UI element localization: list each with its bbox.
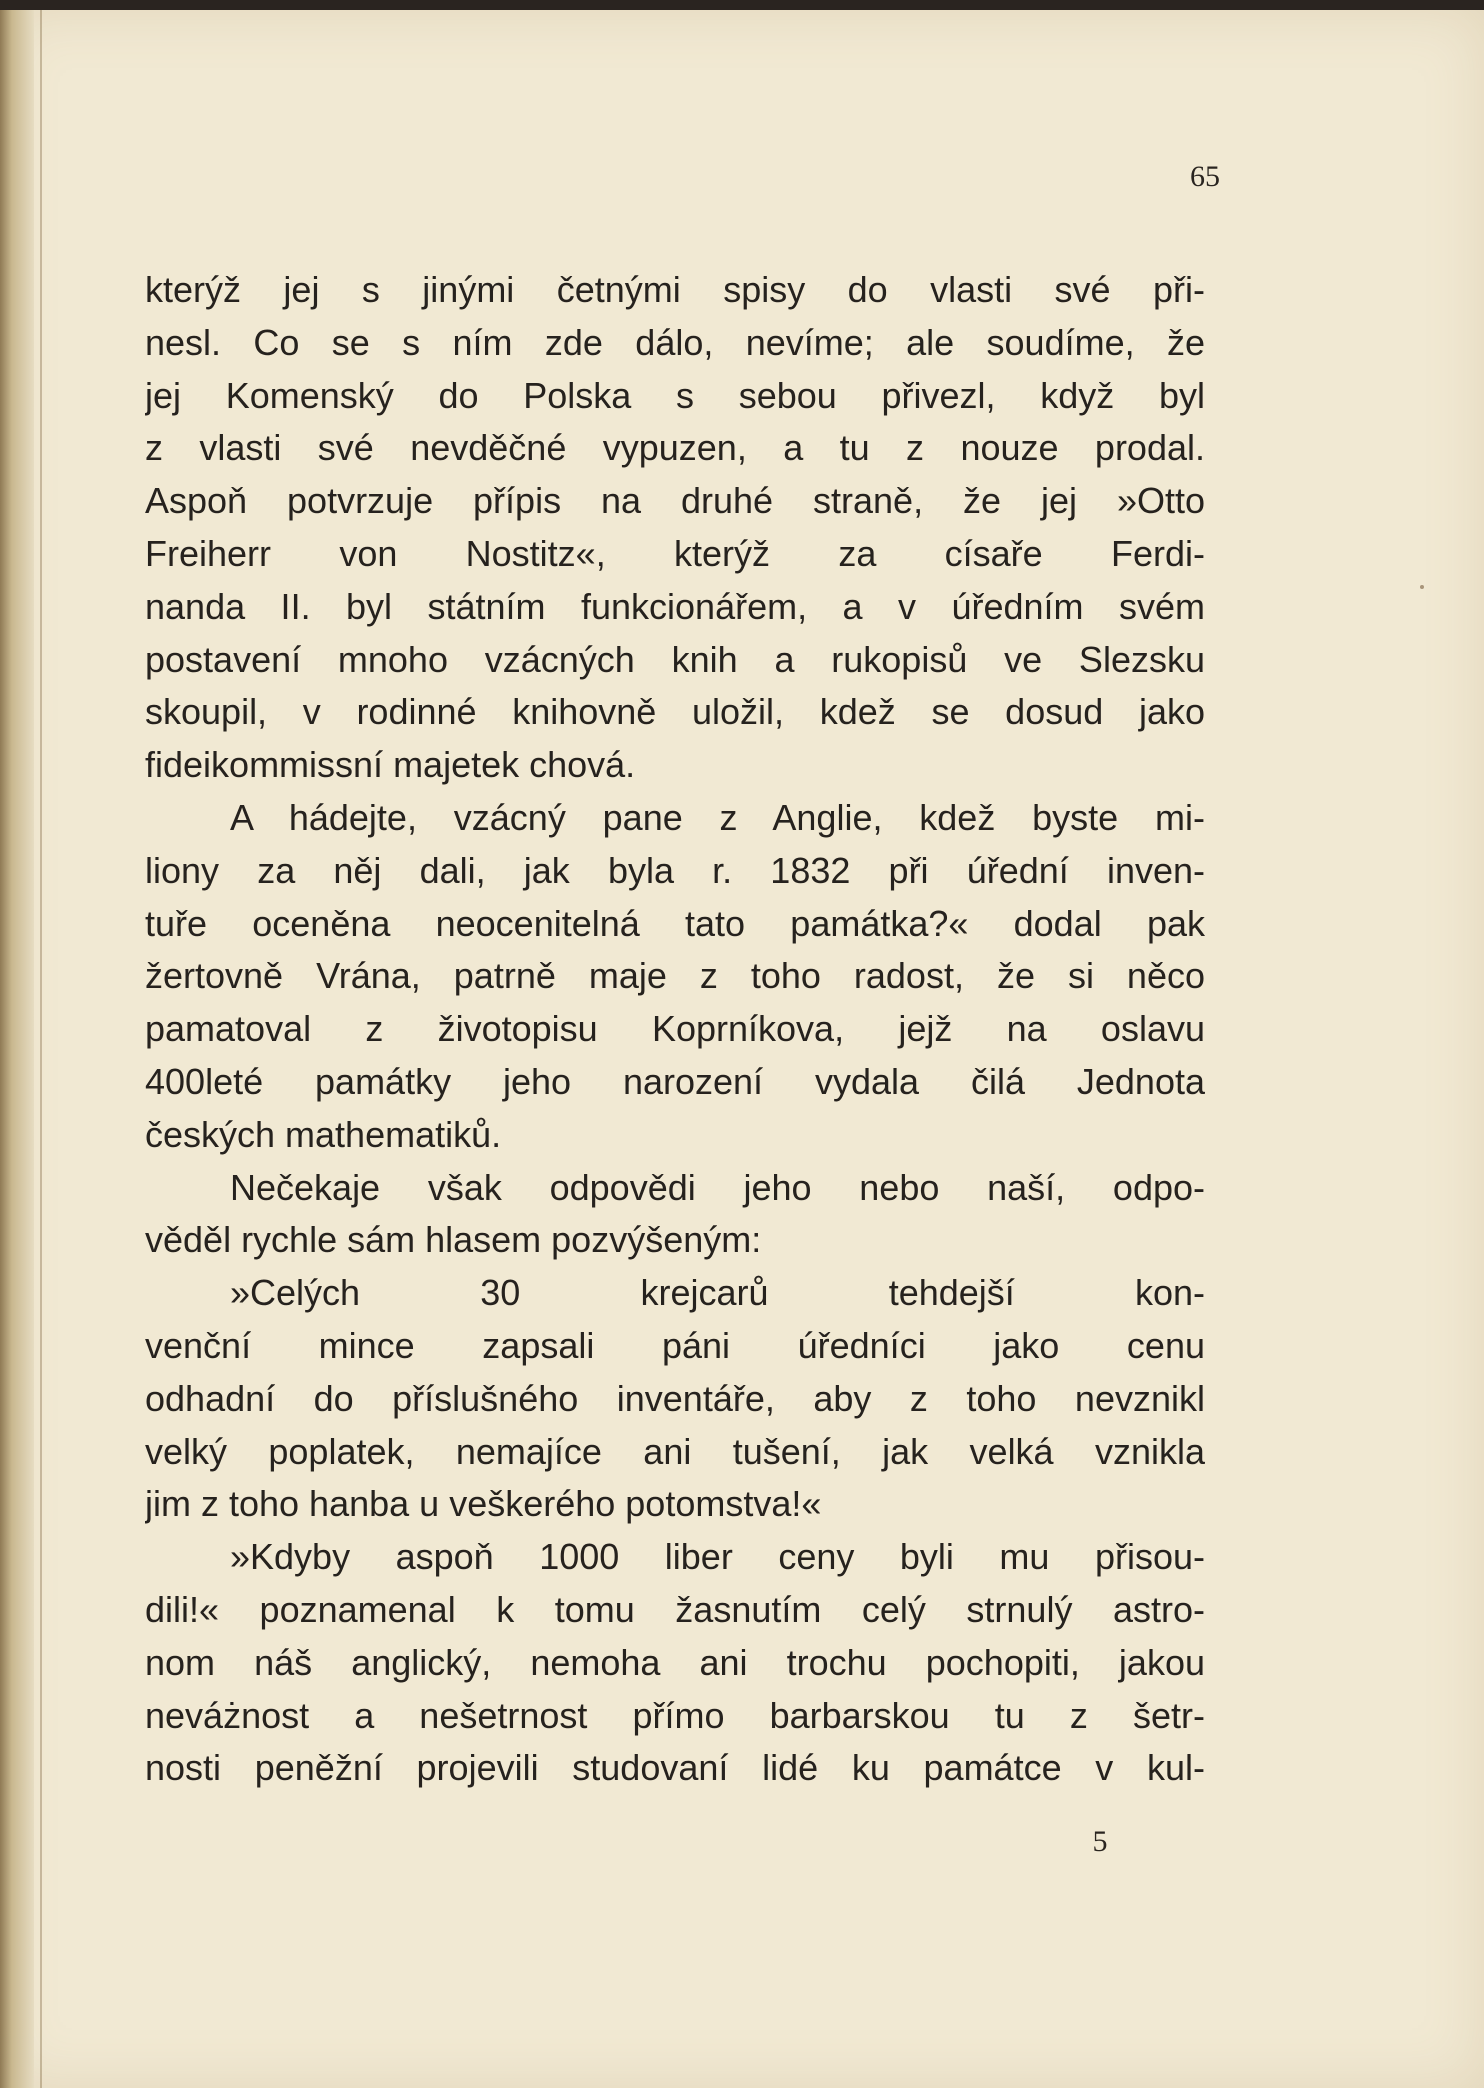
text-line: Nečekaje však odpovědi jeho nebo naší, odpo- [230, 1166, 1205, 1208]
body-text [145, 264, 1205, 1795]
text-line: neváżnost a nešetrnost přímo barbarskou tu z šetr- [145, 1694, 1205, 1736]
text-line: nesl. Co se s ním zde dálo, nevíme; ale soudíme, že [145, 321, 1205, 363]
book-spine-shadow [0, 10, 34, 2088]
text-line: věděl rychle sám hlasem pozvýšeným: [145, 1219, 762, 1261]
text-line: fideikommissní majetek chová. [145, 744, 636, 786]
text-line: postavení mnoho vzácných knih a rukopisů ve Slezsku [145, 638, 1205, 680]
text-line: »Celých 30 krejcarů tehdejší kon- [230, 1272, 1205, 1314]
text-line: z vlasti své nevděčné vypuzen, a tu z nouze prodal. [145, 427, 1205, 469]
text-line: Freiherr von Nostitz«, kterýž za císaře Ferdi- [145, 532, 1205, 574]
text-line: venční mince zapsali páni úředníci jako cenu [145, 1324, 1205, 1366]
text-line: žertovně Vrána, patrně maje z toho radost, že si něco [145, 955, 1205, 997]
text-line: tuře oceněna neocenitelná tato památka?« dodal pak [145, 902, 1205, 944]
text-line: jej Komenský do Polska s sebou přivezl, když byl [145, 374, 1205, 416]
text-line: odhadní do příslušného inventáře, aby z toho nevznikl [145, 1377, 1205, 1419]
text-line: pamatoval z životopisu Koprníkova, jejž na oslavu [145, 1008, 1205, 1050]
paper-speck [1420, 585, 1424, 589]
text-line: kterýž jej s jinými četnými spisy do vlasti své při- [145, 269, 1205, 310]
signature-mark: 5 [1092, 1825, 1108, 1858]
text-line: »Kdyby aspoň 1000 liber ceny byli mu přisou- [230, 1536, 1205, 1578]
text-line: dili!« poznamenal k tomu žasnutím celý strnulý astro- [145, 1588, 1205, 1630]
text-line: liony za něj dali, jak byla r. 1832 při úřední inven- [145, 849, 1205, 891]
text-line: nanda II. byl státním funkcionářem, a v úředním svém [145, 585, 1205, 627]
text-line: A hádejte, vzácný pane z Anglie, kdež byste mi- [230, 796, 1205, 838]
page-number: 65 [1190, 160, 1220, 193]
text-line: nom náš anglický, nemoha ani trochu pochopiti, jakou [145, 1641, 1205, 1683]
text-line: Aspoň potvrzuje přípis na druhé straně, že jej »Otto [145, 480, 1205, 522]
text-line: velký poplatek, nemajíce ani tušení, jak velká vznikla [145, 1430, 1205, 1472]
gutter-line [40, 10, 42, 2088]
book-page [0, 10, 1484, 2088]
text-line: skoupil, v rodinné knihovně uložil, kdež se dosud jako [145, 691, 1205, 733]
text-line: českých mathematiků. [145, 1113, 502, 1155]
text-line: 400leté památky jeho narození vydala čilá Jednota [145, 1060, 1205, 1102]
text-line: nosti peněžní projevili studovaní lidé ku památce v kul- [145, 1747, 1205, 1789]
text-line: jim z toho hanba u veškerého potomstva!« [145, 1483, 822, 1525]
